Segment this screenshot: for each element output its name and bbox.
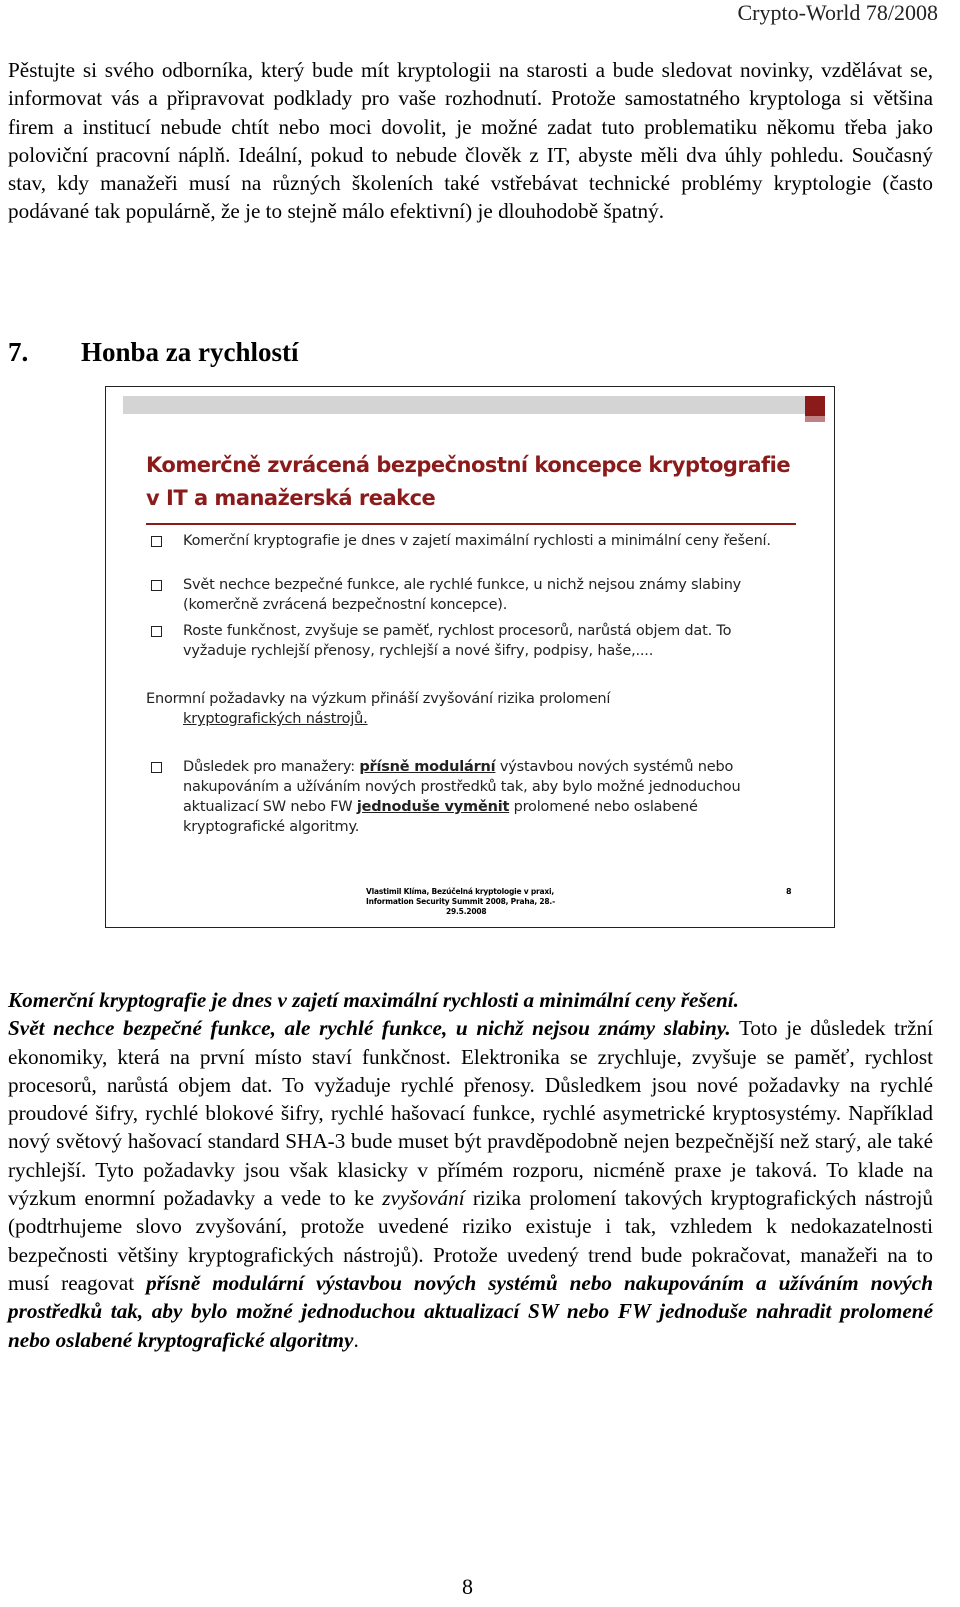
checkbox-bullet-icon bbox=[151, 580, 162, 591]
intro-paragraph: Pěstujte si svého odborníka, který bude mít kryptologii na starosti a bude sledovat novinky, vzdělávat se, informovat vás a připravovat podklady pro vaše rozhodnutí. Protože samostatného kryptologa si většina firem a institucí nebude chtít nebo moci dovolit, je možné zadat tuto problematiku někomu třeba jako poloviční pracovní náplň. Ideální, pokud to nebude člověk z IT, abyste měli dva úhly pohledu. Současný stav, kdy manažeři musí na různých školeních také vstřebávat technické problémy kryptologie (často podávané tak populárně, že je to stejně málo efektivní) je dlouhodobě špatný. bbox=[8, 58, 933, 224]
checkbox-bullet-icon bbox=[151, 536, 162, 547]
slide-paragraph-text: Enormní požadavky na výzkum přináší zvyšování rizika prolomení bbox=[146, 691, 611, 707]
closing-period: . bbox=[353, 1327, 359, 1352]
bullet-part: Důsledek pro manažery: bbox=[183, 759, 360, 775]
page-header: Crypto-World 78/2008 bbox=[737, 0, 938, 25]
slide-paragraph bbox=[146, 689, 786, 729]
lead-sentence-2: Svět nechce bezpečné funkce, ale rychlé funkce, u nichž nejsou známy slabiny. bbox=[8, 1016, 731, 1041]
bullet-part: prolomené nebo oslabené kryptografické algoritmy. bbox=[183, 799, 698, 835]
slide-paragraph-underlined: kryptografických nástrojů. bbox=[183, 711, 368, 727]
body-text-1: Toto je důsledek tržní ekonomiky, která na první místo staví funkčnost. Elektronika se zrychluje, zvyšuje se paměť, rychlost procesorů, narůstá objem dat. To vyžaduje rychlé přenosy. Důsledkem jsou nové požadavky na rychlé proudové šifry, rychlé blokové šifry, rychlé hašovací funkce, rychlé asymetrické kryptosystémy. Například nový světový hašovací standard SHA-3 bude muset být pravděpodobně nejen bezpečnější než starý, ale také rychlejší. Tyto požadavky jsou však klasicky v přímém rozporu, nicméně praxe je taková. To klade na výzkum enormní požadavky a vede to ke bbox=[8, 1016, 933, 1211]
slide-bullet-text bbox=[183, 757, 793, 837]
body-paragraph bbox=[8, 986, 933, 1354]
slide-bullet-text: Komerční kryptografie je dnes v zajetí maximální rychlosti a minimální ceny řešení. bbox=[183, 533, 771, 549]
slide-corner-shadow bbox=[805, 414, 825, 422]
slide-image bbox=[105, 386, 835, 928]
bullet-part: výstavbou nových systémů nebo nakupováním a užíváním nových prostředků tak, aby bylo možné jednoduchou aktualizací SW nebo FW bbox=[183, 759, 741, 815]
section-number: 7. bbox=[8, 337, 29, 367]
slide-footer-line: Vlastimil Klíma, Bezúčelná kryptologie v praxi, bbox=[366, 887, 555, 896]
checkbox-bullet-icon bbox=[151, 626, 162, 637]
section-heading bbox=[8, 335, 299, 369]
slide-title: Komerčně zvrácená bezpečnostní koncepce kryptografie v IT a manažerská reakce bbox=[146, 453, 791, 510]
slide-number: 8 bbox=[786, 887, 792, 896]
body-text-2: rizika prolomení takových kryptografických nástrojů (podtrhujeme slovo zvyšování, protože uvedené riziko existuje i tak, vzhledem k nedokazatelnosti bezpečnosti většiny kryptografických nástrojů). Protože uvedený trend bude pokračovat, manažeři na to musí reagovat bbox=[8, 1186, 933, 1295]
bullet-emphasis: přísně modulární bbox=[359, 759, 496, 775]
closing-emphasis: přísně modulární výstavbou nových systémů nebo nakupováním a užíváním nových prostředků tak, aby bylo možné jednoduchou aktualizací SW nebo FW jednoduše nahradit prolomené nebo oslabené kryptografické algoritmy bbox=[8, 1270, 933, 1352]
slide-footer bbox=[366, 887, 576, 917]
lead-sentence-1: Komerční kryptografie je dnes v zajetí maximální rychlosti a minimální ceny řešení. bbox=[8, 988, 739, 1012]
bullet-emphasis: jednoduše vyměnit bbox=[356, 799, 510, 815]
slide-top-bar bbox=[123, 396, 823, 414]
page-number: 8 bbox=[462, 1574, 473, 1599]
slide-title-rule bbox=[146, 523, 796, 525]
slide-corner-square bbox=[805, 396, 825, 416]
slide-footer-line: 29.5.2008 bbox=[446, 907, 487, 916]
checkbox-bullet-icon bbox=[151, 762, 162, 773]
emphasis-word: zvyšování bbox=[382, 1186, 465, 1211]
slide-footer-line: Information Security Summit 2008, Praha, 28.- bbox=[366, 897, 555, 906]
slide-bullet-text: Roste funkčnost, zvyšuje se paměť, rychlost procesorů, narůstá objem dat. To vyžaduje rychlejší přenosy, rychlejší a nové šifry, podpisy, haše,.... bbox=[183, 623, 732, 659]
section-title: Honba za rychlostí bbox=[81, 337, 299, 367]
slide-bullet-text: Svět nechce bezpečné funkce, ale rychlé funkce, u nichž nejsou známy slabiny (komerčně zvrácená bezpečnostní koncepce). bbox=[183, 577, 742, 613]
